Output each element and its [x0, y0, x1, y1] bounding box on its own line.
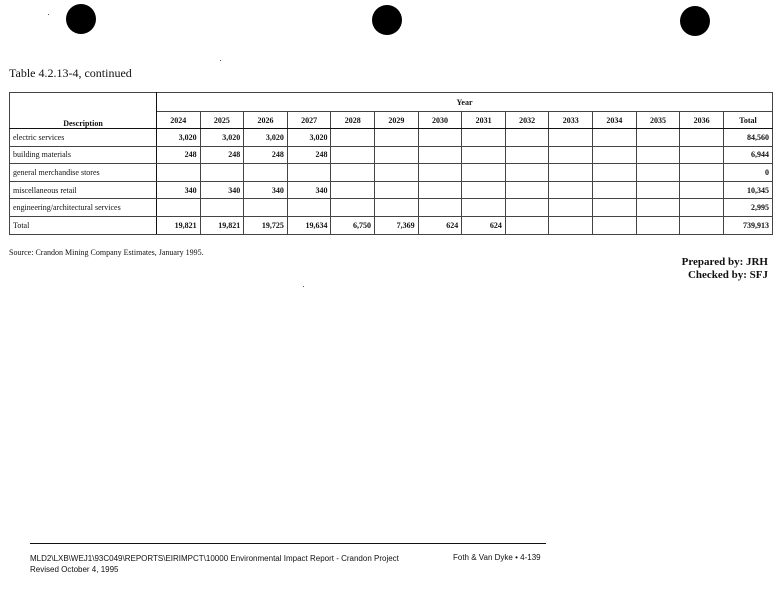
year-header-row	[10, 93, 773, 112]
cell-value: 624	[462, 216, 506, 234]
cell-value	[244, 164, 288, 182]
cell-value: 248	[287, 146, 331, 164]
cell-value	[636, 181, 680, 199]
punch-hole	[372, 5, 402, 35]
cell-value	[680, 164, 724, 182]
cell-value: 19,725	[244, 216, 288, 234]
column-header: 2030	[418, 112, 462, 129]
cell-value	[636, 146, 680, 164]
cell-value: 19,634	[287, 216, 331, 234]
checked-by: Checked by: SFJ	[687, 269, 768, 281]
cell-value	[549, 216, 593, 234]
cell-value	[680, 146, 724, 164]
cell-value: 248	[157, 146, 201, 164]
table-body	[10, 129, 773, 235]
cell-value: 624	[418, 216, 462, 234]
cell-value	[331, 199, 375, 217]
cell-value	[549, 199, 593, 217]
cell-value	[593, 216, 637, 234]
cell-value: 739,913	[723, 216, 772, 234]
cell-value	[200, 164, 244, 182]
cell-value	[418, 164, 462, 182]
cell-value: 6,750	[331, 216, 375, 234]
column-header: 2027	[287, 112, 331, 129]
row-description: Total	[10, 216, 157, 234]
column-header: 2033	[549, 112, 593, 129]
row-description: miscellaneous retail	[10, 181, 157, 199]
cell-value: 10,345	[723, 181, 772, 199]
footer-path: MLD2\LXB\WEJ1\93C049\REPORTS\EIRIMPCT\10000 Environmental Impact Report - Crandon Project	[30, 554, 399, 563]
cell-value	[505, 164, 549, 182]
row-description: electric services	[10, 129, 157, 147]
row-description: general merchandise stores	[10, 164, 157, 182]
row-description: building materials	[10, 146, 157, 164]
cell-value	[549, 146, 593, 164]
cell-value	[593, 181, 637, 199]
footer-revised: Revised October 4, 1995	[30, 565, 119, 574]
cell-value	[462, 181, 506, 199]
column-header: 2031	[462, 112, 506, 129]
cell-value: 340	[287, 181, 331, 199]
cell-value	[593, 146, 637, 164]
cell-value	[636, 216, 680, 234]
footer-left	[30, 553, 399, 575]
table-row	[10, 129, 773, 147]
cell-value	[505, 199, 549, 217]
footer-rule	[30, 543, 546, 544]
cell-value	[636, 129, 680, 147]
cell-value	[418, 181, 462, 199]
header-blank-cell	[10, 93, 157, 112]
row-description: engineering/architectural services	[10, 199, 157, 217]
cell-value	[375, 146, 419, 164]
cell-value: 19,821	[157, 216, 201, 234]
column-header-row	[10, 112, 773, 129]
cell-value: 340	[157, 181, 201, 199]
source-note: Source: Crandon Mining Company Estimates, January 1995.	[9, 248, 204, 257]
cell-value	[680, 216, 724, 234]
signoff-block	[682, 256, 768, 282]
cell-value: 3,020	[157, 129, 201, 147]
cell-value: 3,020	[287, 129, 331, 147]
cell-value	[375, 181, 419, 199]
total-row	[10, 216, 773, 234]
column-header: 2032	[505, 112, 549, 129]
year-group-header: Year	[157, 93, 773, 112]
cell-value	[375, 129, 419, 147]
cell-value: 0	[723, 164, 772, 182]
table-title: Table 4.2.13-4, continued	[9, 66, 132, 80]
cell-value	[462, 199, 506, 217]
description-header: Description	[10, 112, 157, 129]
cell-value	[505, 216, 549, 234]
cell-value	[505, 129, 549, 147]
cell-value	[505, 181, 549, 199]
cell-value	[287, 199, 331, 217]
cell-value: 248	[244, 146, 288, 164]
cell-value: 340	[200, 181, 244, 199]
column-header: 2026	[244, 112, 288, 129]
cell-value	[375, 164, 419, 182]
cell-value	[680, 199, 724, 217]
cell-value	[331, 164, 375, 182]
cell-value	[593, 164, 637, 182]
punch-hole	[680, 6, 710, 36]
cell-value	[549, 129, 593, 147]
column-header: 2028	[331, 112, 375, 129]
cell-value: 248	[200, 146, 244, 164]
cell-value	[331, 181, 375, 199]
cell-value: 84,560	[723, 129, 772, 147]
column-header: 2024	[157, 112, 201, 129]
cell-value	[200, 199, 244, 217]
cell-value	[680, 181, 724, 199]
cell-value	[418, 129, 462, 147]
cell-value	[287, 164, 331, 182]
cell-value: 19,821	[200, 216, 244, 234]
cell-value	[331, 146, 375, 164]
cell-value	[593, 199, 637, 217]
cell-value	[636, 199, 680, 217]
cell-value	[462, 146, 506, 164]
cell-value	[157, 164, 201, 182]
cell-value: 2,995	[723, 199, 772, 217]
table-row	[10, 199, 773, 217]
column-header: Total	[723, 112, 772, 129]
cell-value	[462, 164, 506, 182]
data-table	[9, 92, 773, 235]
cell-value	[462, 129, 506, 147]
cell-value: 3,020	[244, 129, 288, 147]
cell-value	[680, 129, 724, 147]
footer-page: Foth & Van Dyke • 4-139	[453, 553, 541, 562]
cell-value	[244, 199, 288, 217]
cell-value	[593, 129, 637, 147]
cell-value	[418, 146, 462, 164]
cell-value	[549, 181, 593, 199]
column-header: 2036	[680, 112, 724, 129]
table-row	[10, 181, 773, 199]
column-header: 2029	[375, 112, 419, 129]
cell-value	[549, 164, 593, 182]
cell-value	[505, 146, 549, 164]
punch-hole	[66, 4, 96, 34]
cell-value: 3,020	[200, 129, 244, 147]
column-header: 2035	[636, 112, 680, 129]
column-header: 2034	[593, 112, 637, 129]
cell-value	[331, 129, 375, 147]
prepared-by: Prepared by: JRH	[681, 256, 768, 268]
cell-value: 7,369	[375, 216, 419, 234]
cell-value	[636, 164, 680, 182]
cell-value	[157, 199, 201, 217]
cell-value: 6,944	[723, 146, 772, 164]
cell-value	[375, 199, 419, 217]
cell-value: 340	[244, 181, 288, 199]
cell-value	[418, 199, 462, 217]
table-row	[10, 164, 773, 182]
column-header: 2025	[200, 112, 244, 129]
table-row	[10, 146, 773, 164]
